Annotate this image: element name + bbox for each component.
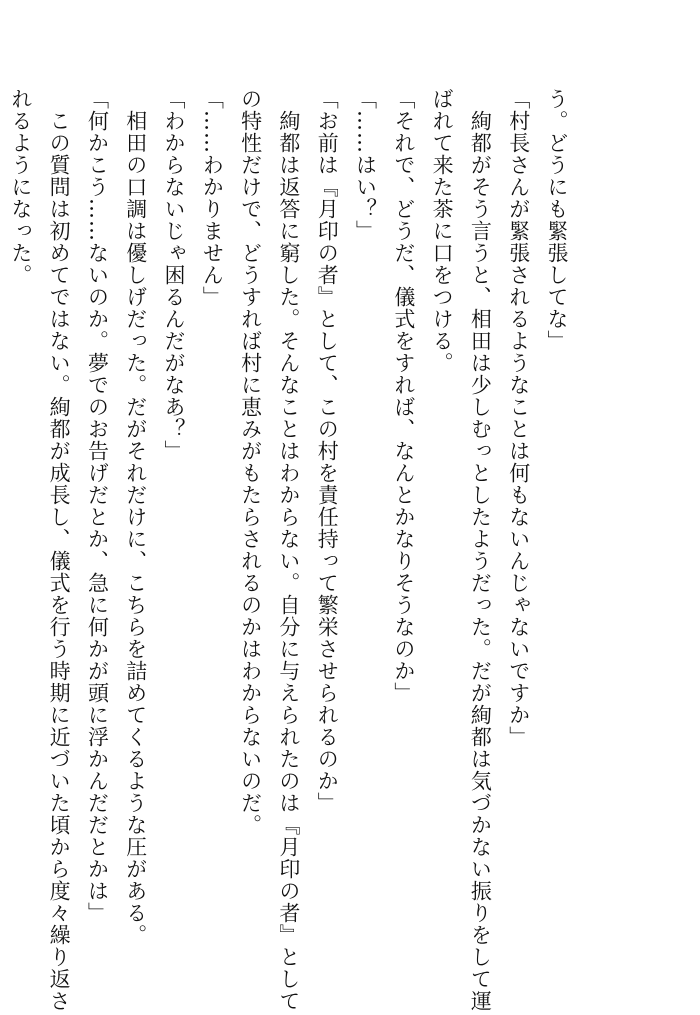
text-line: 相田の口調は優しげだった。だがそれだけに、こちらを詰めてくるような圧がある。	[123, 88, 148, 946]
text-line: ばれて来た茶に口をつける。	[430, 88, 455, 374]
text-line: 「……わかりません」	[200, 88, 225, 308]
text-line: う。どうにも緊張してな」	[545, 88, 569, 352]
text-line: 「村長さんが緊張されるようなことは何もないんじゃないですか」	[506, 88, 531, 748]
text-line: 「わからないじゃ困るんだがなあ？」	[162, 88, 187, 462]
text-line: 絢都は返答に窮した。そんなことはわからない。自分に与えられたのは『月印の者』として	[276, 88, 301, 1012]
text-line: この質問は初めてではない。絢都が成長し、儀式を行う時期に近づいた頃から度々繰り返さ	[47, 88, 72, 1012]
text-line: 「お前は『月印の者』として、この村を責任持って繁栄させられるのか」	[315, 88, 340, 814]
text-line: 「それで、どうだ、儀式をすれば、なんとかなりそうなのか」	[391, 88, 416, 704]
text-line: 「何かこう……ないのか。夢でのお告げだとか、急に何かが頭に浮かんだだとかは」	[85, 88, 110, 924]
text-line	[0, 88, 2, 968]
text-line: 「……はい？」	[353, 88, 378, 242]
vertical-text-body	[0, 88, 576, 1012]
text-line: れるようになった。	[8, 88, 33, 286]
text-line: 絢都がそう言うと、相田は少しむっとしたようだった。だが絢都は気づかない振りをして運	[468, 88, 493, 1012]
text-line: の特性だけで、どうすれば村に恵みがもたらされるのかはわからないのだ。	[238, 88, 263, 836]
